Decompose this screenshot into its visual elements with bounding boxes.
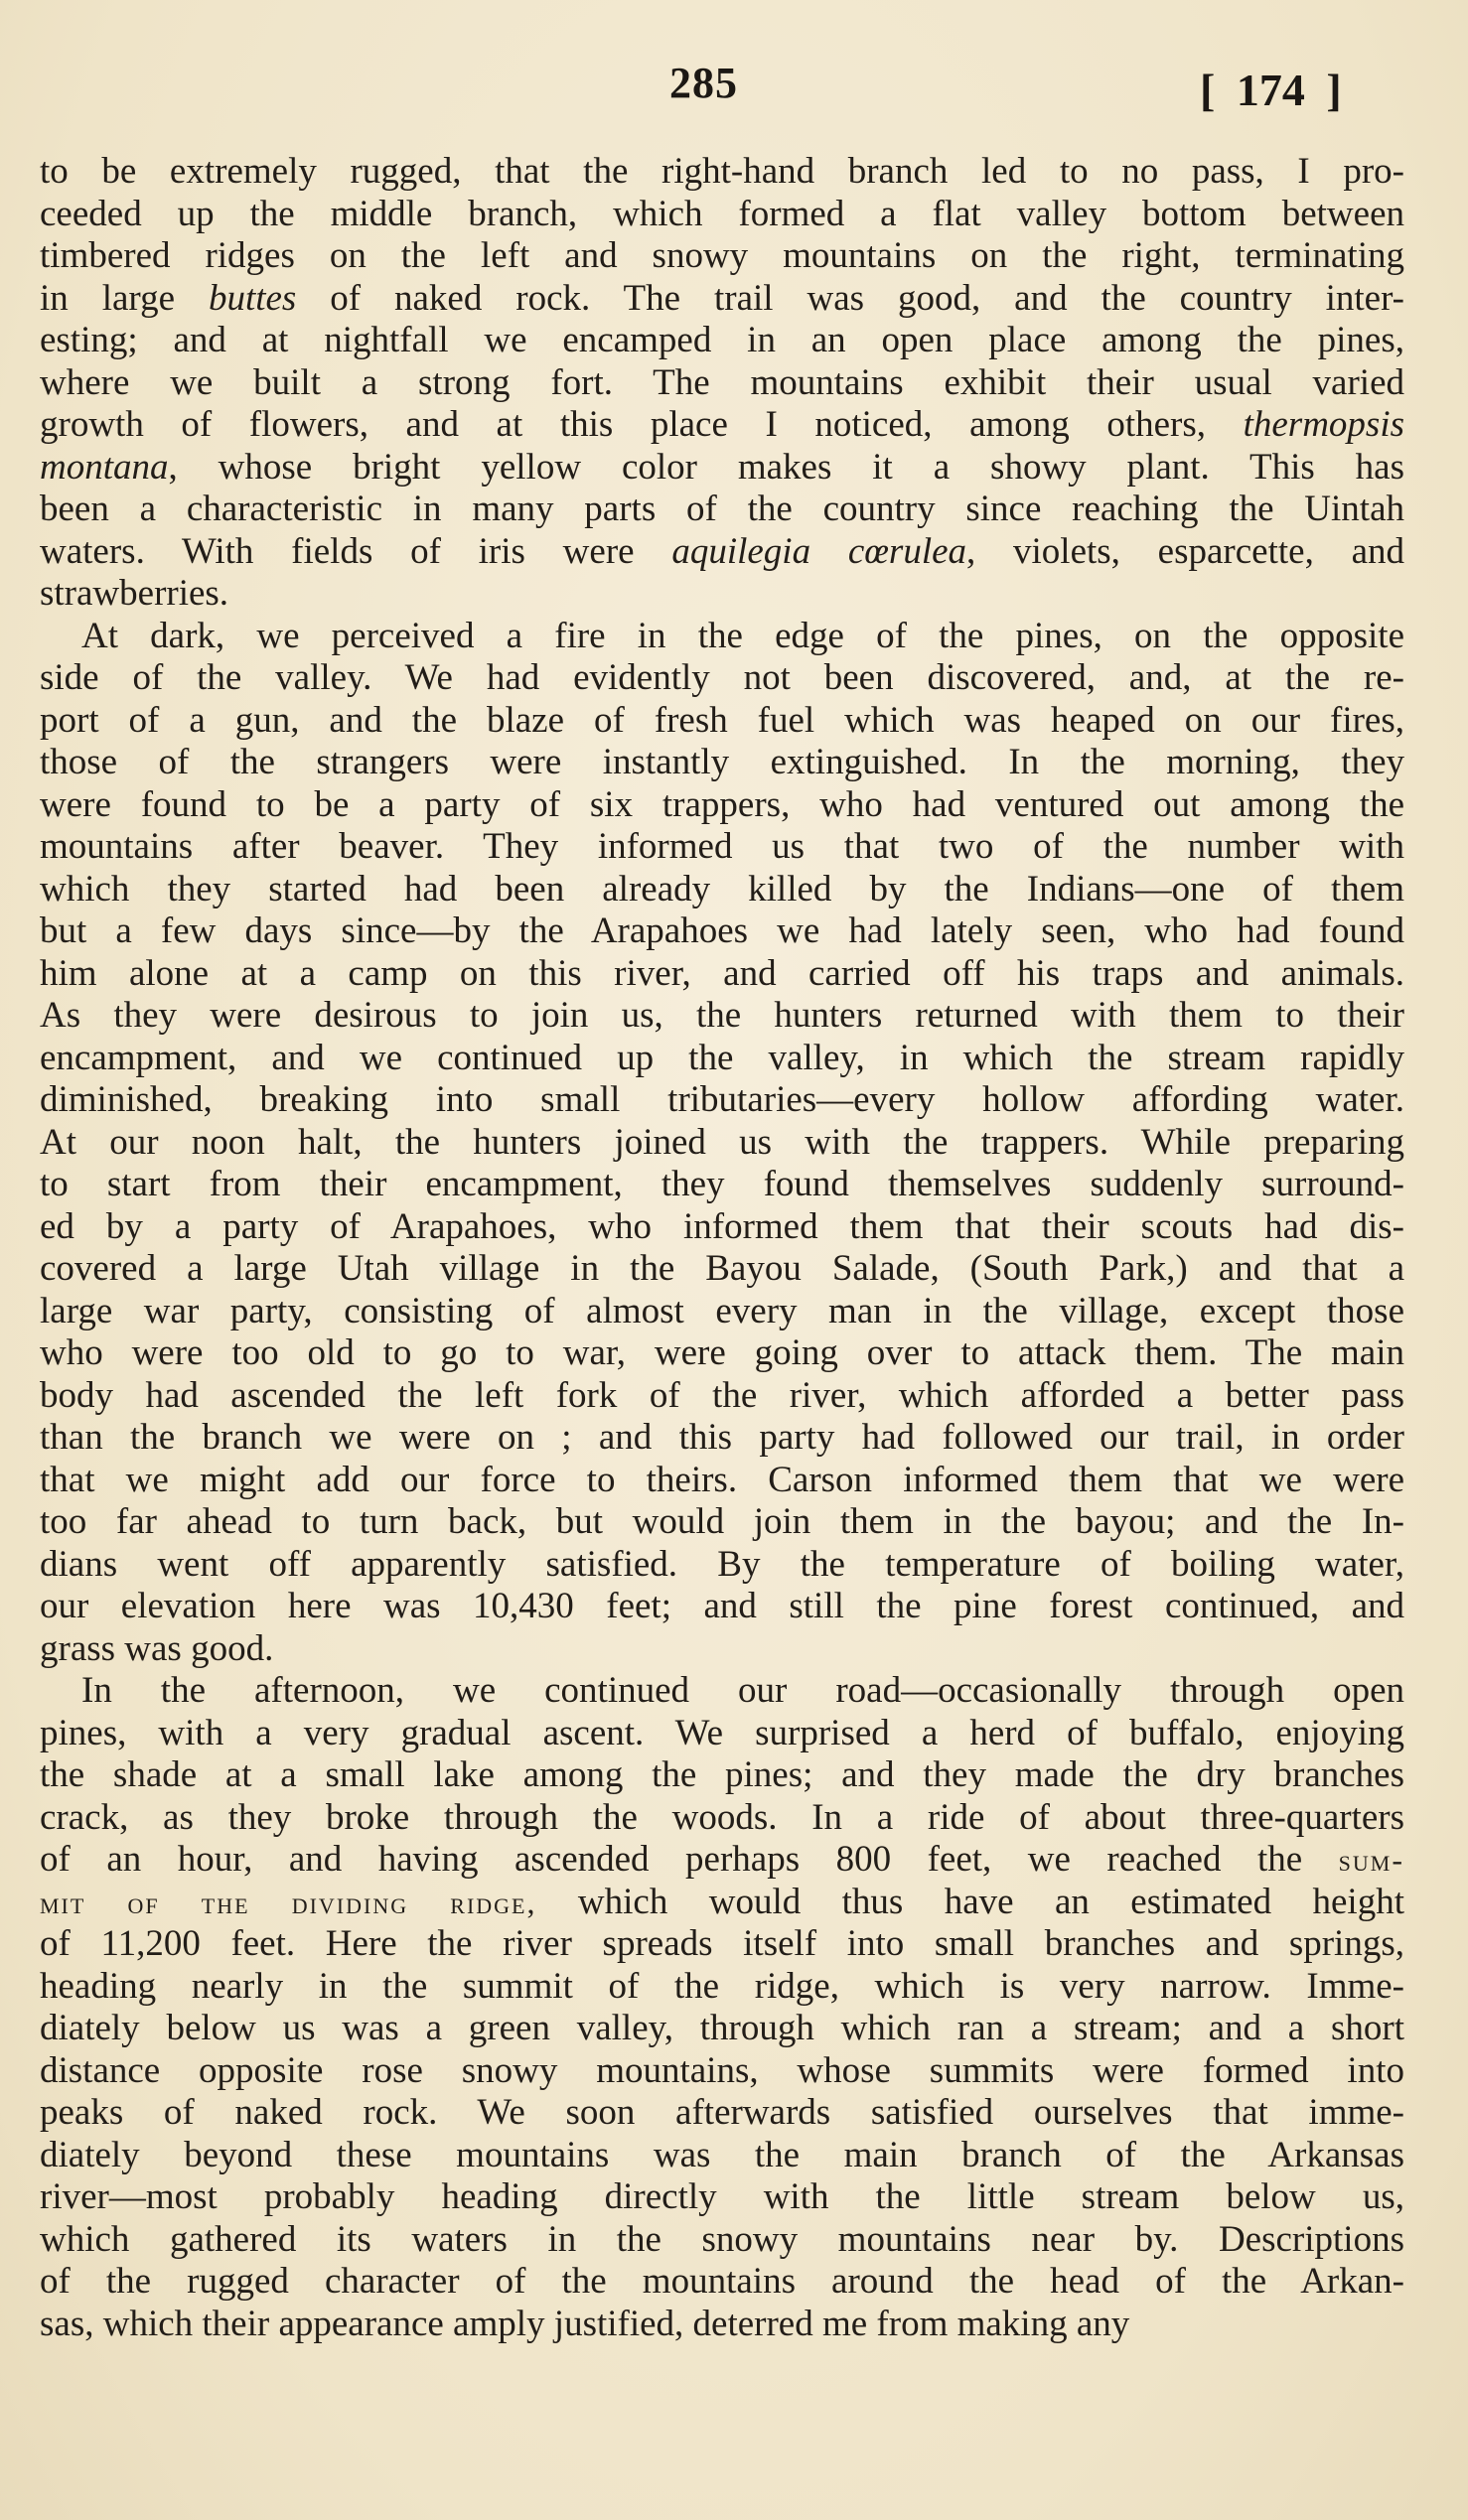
text-line: of 11,200 feet. Here the river spreads itself into small branches and springs, [40,1923,1404,1964]
text-line: which they started had been already killed by the Indians—one of them [40,868,1404,910]
paragraph-p1 [40,151,1404,616]
text-line: of an hour, and having ascended perhaps 800 feet, we reached the sum- [40,1839,1404,1880]
text-line: diminished, breaking into small tributaries—every hollow affording water. [40,1079,1404,1120]
text-line: distance opposite rose snowy mountains, whose summits were formed into [40,2049,1404,2091]
small-caps-term: mit of the dividing ridge, [40,1884,537,1920]
small-caps-term: sum- [1338,1842,1404,1878]
page-body-text [40,151,1404,2345]
paragraph-p3 [40,1670,1404,2345]
text-line: growth of flowers, and at this place I noticed, among others, thermopsis [40,404,1404,445]
text-line: peaks of naked rock. We soon afterwards satisfied ourselves that imme- [40,2092,1404,2133]
text-line: to start from their encampment, they found themselves suddenly surround- [40,1164,1404,1204]
text-line: sas, which their appearance amply justified, deterred me from making any [40,2303,1130,2344]
text-line: diately beyond these mountains was the main branch of the Arkansas [40,2134,1404,2175]
text-line: heading nearly in the summit of the ridge, which is very narrow. Imme- [40,1965,1404,2007]
text-line: been a characteristic in many parts of the country since reaching the Uintah [40,489,1404,529]
text-line: large war party, consisting of almost every man in the village, except those [40,1290,1404,1331]
text-line: crack, as they broke through the woods. In a ride of about three-quarters [40,1796,1404,1838]
italic-term: aquilegia cœrulea [671,530,967,572]
italic-term: thermopsis [1243,404,1404,445]
text-line: which gathered its waters in the snowy mountains near by. Descriptions [40,2218,1404,2260]
page-header [0,58,1468,127]
text-line: dians went off apparently satisfied. By the temperature of boiling water, [40,1543,1404,1585]
text-line: In the afternoon, we continued our road—occasionally through open [81,1670,1404,1711]
text-line: waters. With fields of iris were aquilegia cœrulea, violets, esparcette, and [40,530,1404,572]
text-line: port of a gun, and the blaze of fresh fuel which was heaped on our fires, [40,699,1404,741]
text-line: where we built a strong fort. The mountains exhibit their usual varied [40,361,1404,403]
text-line: that we might add our force to theirs. Carson informed them that we were [40,1459,1404,1500]
text-line: ceeded up the middle branch, which formed a flat valley bottom between [40,193,1404,234]
text-line: than the branch we were on ; and this party had followed our trail, in order [40,1417,1404,1458]
text-line: him alone at a camp on this river, and carried off his traps and animals. [40,952,1404,994]
original-page-number: [ 174 ] [1200,65,1342,115]
paragraph-p2 [40,616,1404,1671]
text-line: mit of the dividing ridge, which would thus have an estimated height [40,1881,1404,1922]
page-number: 285 [669,59,738,107]
text-line: pines, with a very gradual ascent. We surprised a herd of buffalo, enjoying [40,1712,1404,1753]
text-line: ed by a party of Arapahoes, who informed them that their scouts had dis- [40,1205,1404,1247]
text-line: body had ascended the left fork of the river, which afforded a better pass [40,1374,1404,1416]
text-line: montana, whose bright yellow color makes it a showy plant. This has [40,446,1404,488]
text-line: diately below us was a green valley, through which ran a stream; and a short [40,2008,1404,2048]
text-line: of the rugged character of the mountains around the head of the Arkan- [40,2261,1404,2302]
text-line: As they were desirous to join us, the hunters returned with them to their [40,995,1404,1036]
italic-term: montana [40,446,169,488]
text-line: but a few days since—by the Arapahoes we had lately seen, who had found [40,910,1404,951]
text-line: in large buttes of naked rock. The trail was good, and the country inter- [40,277,1405,319]
text-line: were found to be a party of six trappers, who had ventured out among the [40,783,1404,825]
text-line: encampment, and we continued up the valley, in which the stream rapidly [40,1037,1404,1078]
text-line: to be extremely rugged, that the right-hand branch led to no pass, I pro- [40,151,1404,192]
text-line: grass was good. [40,1627,274,1669]
text-line: who were too old to go to war, were going over to attack them. The main [40,1332,1404,1373]
italic-term: buttes [208,277,297,319]
text-line: those of the strangers were instantly extinguished. In the morning, they [40,742,1404,782]
text-line: esting; and at nightfall we encamped in an open place among the pines, [40,320,1404,360]
text-line: At our noon halt, the hunters joined us with the trappers. While preparing [40,1121,1404,1163]
text-line: At dark, we perceived a fire in the edge of the pines, on the opposite [81,615,1404,656]
text-line: the shade at a small lake among the pines; and they made the dry branches [40,1754,1404,1795]
text-line: strawberries. [40,573,229,614]
text-line: river—most probably heading directly with the little stream below us, [40,2176,1404,2217]
text-line: covered a large Utah village in the Bayou Salade, (South Park,) and that a [40,1248,1404,1289]
text-line: side of the valley. We had evidently not been discovered, and, at the re- [40,657,1404,698]
text-line: timbered ridges on the left and snowy mountains on the right, terminating [40,235,1404,276]
text-line: mountains after beaver. They informed us that two of the number with [40,826,1404,867]
text-line: our elevation here was 10,430 feet; and still the pine forest continued, and [40,1586,1404,1626]
text-line: too far ahead to turn back, but would join them in the bayou; and the In- [40,1501,1404,1542]
